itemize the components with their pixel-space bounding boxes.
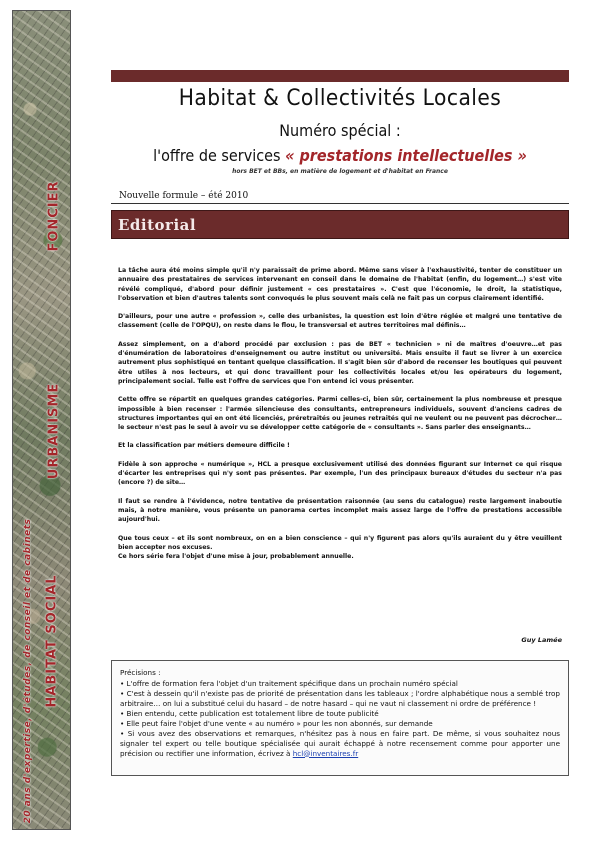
precision-item: • C'est à dessein qu'il n'existe pas de priorité de présentation dans les tableaux ; l'ordre alphabétique nous a semblé trop arbitraire… on lui a substitué celui du hasard – de notre hasard – qui ne vaut ni classement ni ordre de préférence ! [120,688,560,708]
strip-label-foncier: FONCIER [46,180,61,252]
paragraph: Il faut se rendre à l'évidence, notre tentative de présentation raisonnée (au sens du catalogue) reste largement inaboutie mais, à notre manière, vous présente un panorama certes incomplet mais assez large de l'offre de prestations accessible aujourd'hui. [118,497,562,524]
top-band [111,70,569,82]
special-issue-label: Numéro spécial : [279,121,401,140]
paragraph: Assez simplement, on a d'abord procédé par exclusion : pas de BET « technicien » ni de maîtres d'oeuvre…et pas d'énumération de laboratoires d'enseignement ou autre institut ou université. Mais ensuite il faut se livrer à un exercice autrement plus sophistiqué en tentant quelque classification. Il s'agit bien sûr d'abord de recenser les boutiques qui peuvent être utiles à nos lecteurs, et qui donc travaillent pour les collectivités locales et/ou les opérateurs du logement, principalement social. Telle est l'offre de services que l'on entend ici vous présenter. [118,340,562,385]
issue-tagline: hors BET et BBs, en matière de logement et d'habitat en France [232,168,448,175]
contact-email-link[interactable]: hcl@inventaires.fr [292,748,359,758]
paragraph: La tâche aura été moins simple qu'il n'y paraissait de prime abord. Même sans viser à l'exhaustivité, tenter de constituer un annuaire des prestataires de services intervenant en conseil dans le domaine de l'habitat (enfin, du logement…) s'est vite révélé compliqué, d'abord pour définir justement « ces prestataires ». C'est que l'économie, le droit, la statistique, l'observation et bien d'autres talents sont convoqués le plus souvent mais celà ne fait pas un corpus clairement identifié. [118,267,562,302]
precision-item-text: • Si vous avez des observations et remarques, n'hésitez pas à nous en faire part. De même, si vous souhaitez nous signaler tel expert ou telle boutique spécialisée qui aurait échappé à notre recensement comme pour apporter une précision ou rectifier une information, écrivez à [120,728,560,758]
issue-theme-emphasis: « prestations intellectuelles » [285,146,527,165]
issue-theme [134,146,546,165]
paragraph: Que tous ceux – et ils sont nombreux, on en a bien conscience – qui n'y figurent pas alors qu'ils auraient du y être veuillent bien accepter nos excuses. Ce hors série fera l'objet d'une mise à jour, probablement annuelle. [118,534,562,561]
editorial-banner [111,210,569,239]
editorial-body [118,266,562,570]
editorial-title: Editorial [118,216,197,234]
precisions-box [111,660,569,776]
page-title: Habitat & Collectivités Locales [178,86,502,111]
issue-theme-plain: l'offre de services [153,146,286,165]
precision-item-contact [120,729,560,759]
strip-label-urbanisme: URBANISME [46,382,61,480]
aerial-photo-strip [12,10,71,830]
paragraph: D'ailleurs, pour une autre « profession », celle des urbanistes, la question est loin d'être réglée et malgré une tentative de classement (celle de l'OPQU), on reste dans le flou, le transversal et autres territoires mal définis… [118,313,562,330]
paragraph: Cette offre se répartit en quelques grandes catégories. Parmi celles-ci, bien sûr, certainement la plus nombreuse et presque impossible à bien recenser : l'armée silencieuse des consultants, entrepreneurs individuels, souvent d'anciens cadres de structures importantes qui en ont été licenciés, préretraités ou jeunes retraités qui ne veulent ou ne peuvent pas décrocher… le secteur n'est pas le seul à avoir vu se développer cette catégorie de « consultants ». Sans parler des enseignants… [118,396,562,432]
strip-label-years: 20 ans d'expertise, d'études, de conseil et de cabinets [22,518,33,824]
precision-item: • Elle peut faire l'objet d'une vente « au numéro » pour les non abonnés, sur demande [120,718,433,728]
paragraph: Et la classification par métiers demeure difficile ! [118,442,290,450]
precision-item: • Bien entendu, cette publication est totalement libre de toute publicité [120,708,379,718]
author-signature: Guy Lamée [521,636,562,644]
precisions-heading: Précisions : [120,668,161,677]
paragraph: Fidèle à son approche « numérique », HCL a presque exclusivement utilisé des données figurant sur Internet ce qui risque d'écarter les entreprises qui n'y sont pas présentes. Par exemple, l'un des principaux bureaux d'études du secteur n'a pas (encore ?) de site… [118,460,562,487]
strip-label-habitat-social: HABITAT SOCIAL [44,574,59,708]
edition-line: Nouvelle formule – été 2010 [111,191,569,204]
precision-item: • L'offre de formation fera l'objet d'un traitement spécifique dans un prochain numéro spécial [120,679,458,688]
